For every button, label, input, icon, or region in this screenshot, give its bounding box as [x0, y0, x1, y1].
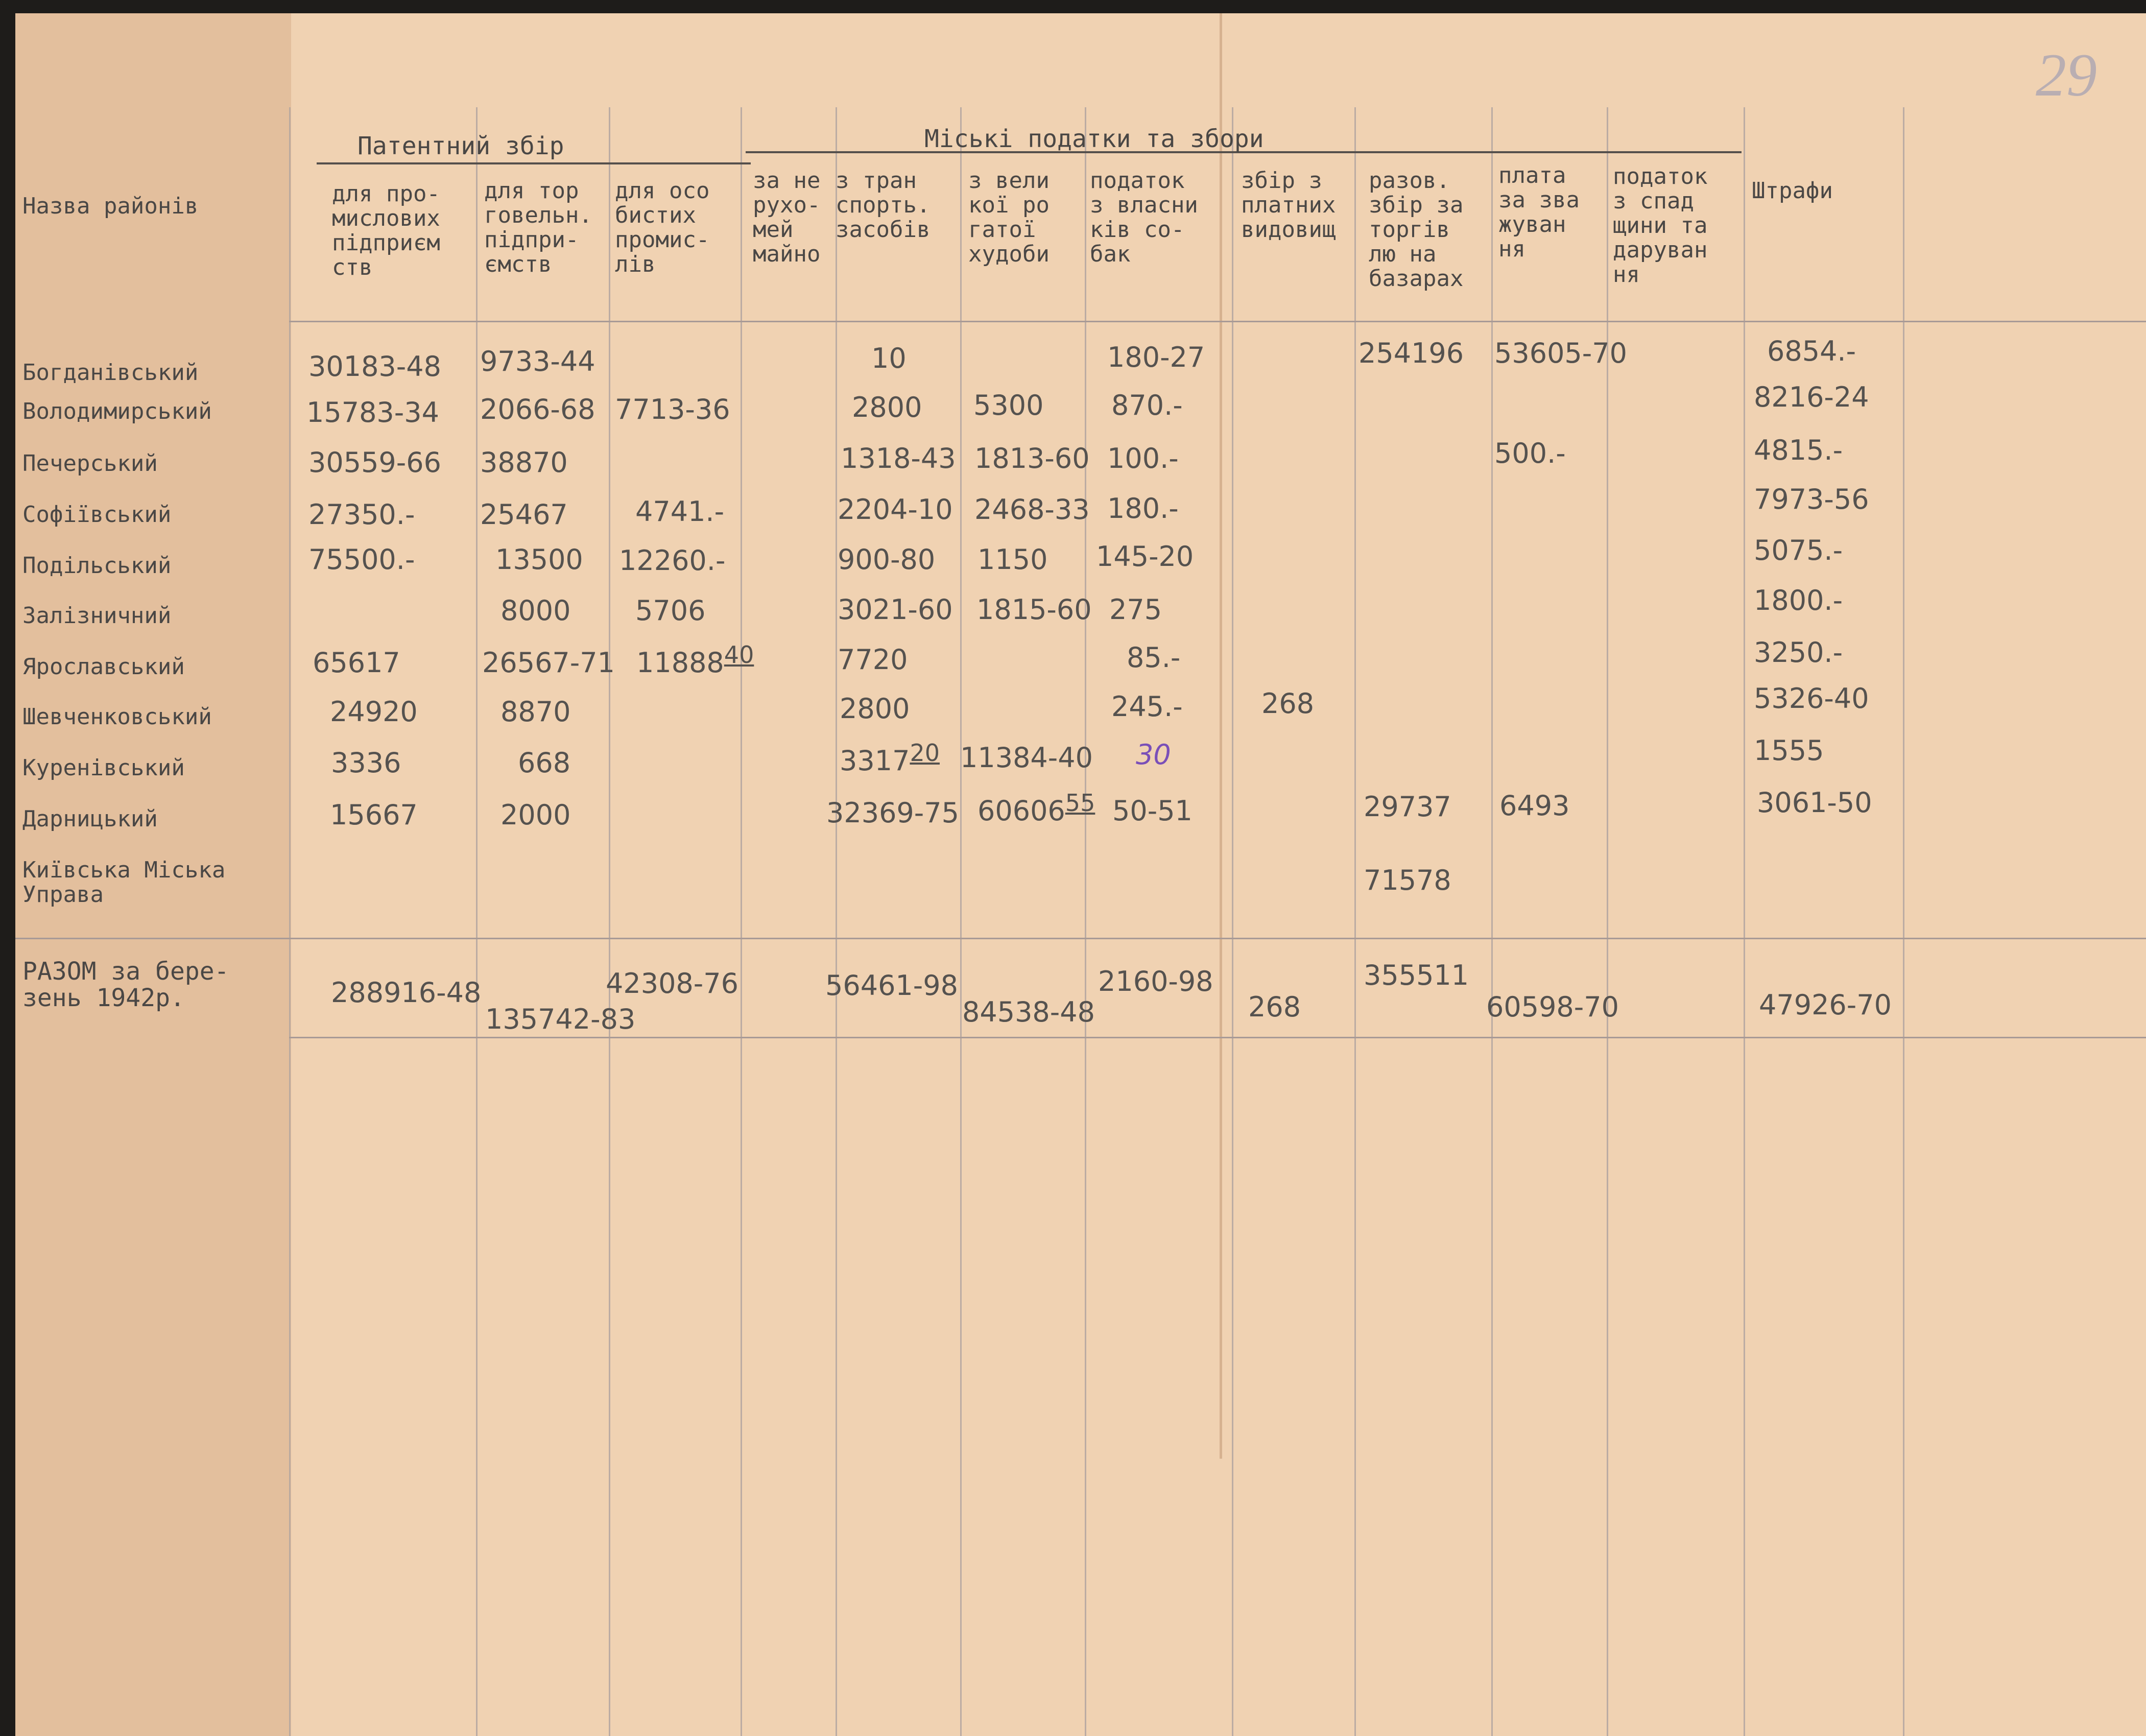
cell-value: 4815.-: [1754, 434, 1843, 466]
total-label: РАЗОМ за бере- зень 1942р.: [22, 957, 229, 1012]
cell-value: 2000: [500, 799, 571, 831]
cell-value: 7973-56: [1754, 483, 1869, 515]
district-name: Шевченковський: [22, 704, 212, 730]
header-personal: для осо бистих промис- лів: [615, 178, 710, 277]
district-name: Куренівський: [22, 755, 185, 781]
cell-value: 15667: [330, 799, 418, 831]
cell-value: 38870: [480, 446, 568, 479]
paper-fold: [1220, 13, 1222, 1459]
district-name: Залізничний: [22, 603, 172, 629]
cell-value: [977, 789, 1095, 827]
district-name: Богданівський: [22, 360, 199, 386]
total-rule: [15, 938, 2146, 939]
cell-value: 5326-40: [1754, 682, 1869, 715]
total-value: 355511: [1364, 959, 1469, 991]
column-rule: [1491, 107, 1493, 1736]
header-shows: збір з платних видовищ: [1241, 168, 1336, 243]
cell-value: 1555: [1754, 734, 1824, 767]
total-value: 84538-48: [962, 996, 1095, 1028]
district-name: Київська Міська Управа: [22, 857, 226, 908]
cell-value: 85.-: [1127, 641, 1181, 674]
cell-value: 8000: [500, 594, 571, 627]
cell-value: 1813-60: [974, 442, 1090, 474]
header-rule: [289, 321, 2146, 322]
header-dog-tax: податок з власни ків со- бак: [1090, 168, 1198, 267]
cell-value: [840, 739, 940, 777]
column-rule: [476, 107, 478, 1736]
cell-value: 2468-33: [974, 493, 1090, 526]
column-rule: [1085, 107, 1086, 1736]
cell-value: 2800: [840, 693, 910, 725]
total-value: 2160-98: [1098, 965, 1213, 997]
cell-value: 8870: [500, 696, 571, 728]
district-name: Печерський: [22, 450, 158, 477]
column-rule: [609, 107, 610, 1736]
column-rule: [1232, 107, 1233, 1736]
cell-value: 75500.-: [308, 543, 415, 576]
cell-value: 25467: [480, 498, 568, 531]
cell-value: 180-27: [1107, 341, 1205, 373]
cell-value: 245.-: [1111, 691, 1183, 723]
cell-value: 15783-34: [306, 396, 439, 429]
district-name: Софіївський: [22, 502, 172, 528]
cell-value: 4741.-: [635, 495, 725, 528]
cell-value: 11384-40: [960, 742, 1093, 774]
cell-value: 32369-75: [826, 797, 959, 829]
total-value: 47926-70: [1759, 989, 1892, 1021]
cell-value: 100.-: [1107, 442, 1179, 474]
cell-value: 254196: [1358, 337, 1464, 369]
header-cattle: з вели кої ро гатої худоби: [968, 168, 1050, 267]
cell-value: 500.-: [1494, 437, 1566, 469]
cell-value: 3021-60: [838, 593, 953, 626]
cell-value: 5075.-: [1754, 534, 1843, 566]
cell-value: 3250.-: [1754, 636, 1843, 669]
cell-value: 12260.-: [619, 544, 726, 577]
header-weighing: плата за зва жуван ня: [1498, 162, 1580, 262]
cell-value: 2066-68: [480, 393, 595, 425]
cell-value: 30183-48: [308, 350, 441, 383]
cell-value: 71578: [1364, 864, 1451, 896]
column-rule: [1903, 107, 1904, 1736]
cell-value: 5706: [635, 594, 706, 627]
cell-value: 27350.-: [308, 498, 415, 531]
district-name: Дарницький: [22, 806, 158, 832]
cell-value: 180.-: [1107, 492, 1179, 525]
column-rule: [741, 107, 742, 1736]
cell-value: 13500: [495, 543, 583, 576]
cell-value: 7713-36: [615, 393, 730, 425]
column-rule: [289, 107, 291, 1736]
cell-value: 3061-50: [1757, 787, 1872, 819]
cell-value: 8216-24: [1754, 381, 1869, 413]
cell-value: 6493: [1499, 790, 1570, 822]
header-real-estate: за не рухо- мей майно: [753, 168, 821, 267]
cell-value: 2204-10: [838, 493, 953, 526]
cell-kopecks: 40: [724, 641, 754, 669]
cell-value: 668: [518, 747, 571, 779]
cell-value: 1815-60: [976, 593, 1092, 626]
column-rule: [1354, 107, 1356, 1736]
cell-value: 9733-44: [480, 345, 595, 377]
cell-value: 1800.-: [1754, 584, 1843, 616]
cell-value: 1150: [977, 543, 1048, 576]
cell-value: 50-51: [1112, 795, 1193, 827]
total-value: 56461-98: [825, 969, 958, 1002]
cell-main: 11888: [636, 647, 724, 679]
column-rule: [836, 107, 837, 1736]
cell-value-handwritten: 30: [1136, 739, 1171, 771]
total-value: 42308-76: [606, 967, 738, 1000]
total-value: 135742-83: [485, 1003, 636, 1035]
cell-value: 2800: [852, 391, 922, 423]
header-fines: Штрафи: [1752, 178, 1833, 204]
cell-value: 24920: [330, 696, 418, 728]
header-vehicles: з тран спорть. засобів: [836, 168, 931, 243]
district-name: Володимирський: [22, 398, 212, 424]
column-rule: [1744, 107, 1745, 1736]
column-rule: [960, 107, 962, 1736]
cell-value: 870.-: [1111, 389, 1183, 421]
total-value: 288916-48: [331, 977, 482, 1009]
header-industrial: для про- мислових підприєм ств: [332, 181, 440, 280]
page-number: 29: [2036, 41, 2097, 109]
cell-value: 29737: [1364, 791, 1451, 823]
header-trade: для тор говельн. підпри- ємств: [484, 178, 592, 277]
bottom-rule: [289, 1037, 2146, 1038]
cell-value: 65617: [313, 647, 400, 679]
district-name: Подільський: [22, 553, 172, 579]
total-value: 268: [1248, 991, 1301, 1023]
cell-value: 3336: [331, 747, 401, 779]
cell-value: [636, 641, 754, 679]
group-underline: [317, 162, 751, 164]
cell-value: 30559-66: [308, 446, 441, 479]
cell-value: 268: [1261, 687, 1315, 720]
cell-kopecks: 20: [910, 739, 940, 767]
group-patent-header: Патентний збір: [357, 132, 564, 160]
total-value: 60598-70: [1486, 991, 1619, 1023]
cell-value: 275: [1109, 593, 1162, 626]
cell-value: 53605-70: [1494, 337, 1627, 369]
cell-main: 3317: [840, 745, 910, 777]
cell-value: 26567-71: [482, 647, 615, 679]
cell-value: 145-20: [1096, 540, 1194, 573]
cell-value: 6854.-: [1767, 335, 1856, 367]
cell-main: 60606: [977, 795, 1065, 827]
cell-value: 900-80: [838, 543, 936, 576]
header-bazaar: разов. збір за торгів лю на базарах: [1369, 168, 1464, 292]
district-name: Ярославський: [22, 654, 185, 680]
header-inheritance: податок з спад щини та даруван ня: [1613, 163, 1708, 288]
cell-value: 10: [871, 342, 907, 374]
cell-value: 7720: [838, 644, 908, 676]
cell-kopecks: 55: [1065, 789, 1095, 817]
header-district: Назва районів: [22, 193, 199, 219]
cell-value: 1318-43: [841, 442, 956, 474]
group-city-header: Міські податки та збори: [924, 125, 1264, 153]
cell-value: 5300: [973, 389, 1044, 421]
